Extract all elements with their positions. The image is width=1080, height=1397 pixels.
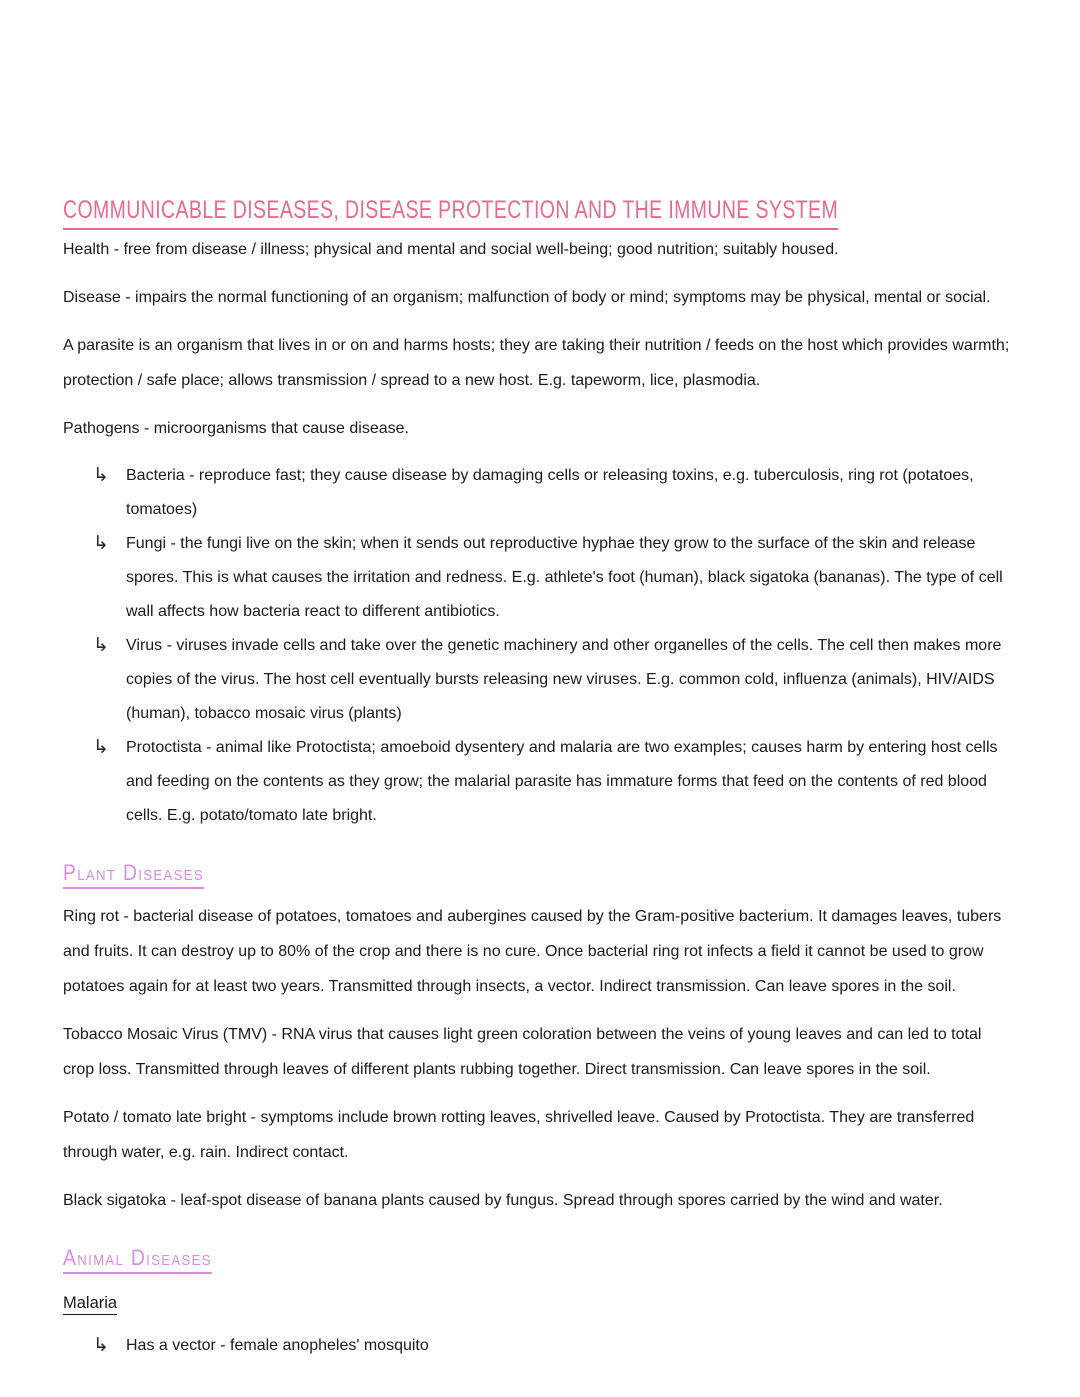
plant-disease-ring-rot: Ring rot - bacterial disease of potatoes, tomatoes and aubergines caused by the Gram-positive bacterium. It damages leaves, tubers and fruits. It can destroy up to 80% of the crop and there is no cure. Once bacterial ring rot infects a field it cannot be used to grow potatoes again for at least two years. Transmitted through insects, a vector. Indirect transmission. Can leave spores in the soil.: [63, 908, 1002, 995]
branch-arrow-icon: ↳: [93, 635, 109, 656]
list-item: [63, 1329, 1015, 1363]
definition-pathogens: Pathogens - microorganisms that cause disease.: [63, 420, 409, 437]
definition-parasite: A parasite is an organism that lives in or on and harms hosts; they are taking their nutrition / feeds on the host which provides warmth; protection / safe place; allows transmission / spread to a new host. E.g. tapeworm, lice, plasmodia.: [63, 337, 1010, 389]
pathogen-bacteria-text: Bacteria - reproduce fast; they cause disease by damaging cells or releasing toxins, e.g. tuberculosis, ring rot (potatoes, tomatoes): [126, 467, 974, 518]
pathogen-virus-text: Virus - viruses invade cells and take over the genetic machinery and other organelles of the cells. The cell then makes more copies of the virus. The host cell eventually bursts releasing new viruses. E.g. common cold, influenza (animals), HIV/AIDS (human), tobacco mosaic virus (plants): [126, 637, 1002, 722]
plant-diseases-heading: Plant Diseases: [63, 860, 204, 889]
plant-disease-black-sigatoka: Black sigatoka - leaf-spot disease of banana plants caused by fungus. Spread through spores carried by the wind and water.: [63, 1192, 943, 1209]
plant-disease-tmv: Tobacco Mosaic Virus (TMV) - RNA virus that causes light green coloration between the veins of young leaves and can led to total crop loss. Transmitted through leaves of different plants rubbing together. Direct transmission. Can leave spores in the soil.: [63, 1026, 982, 1078]
branch-arrow-icon: ↳: [93, 737, 109, 758]
malaria-subheading: Malaria: [63, 1294, 117, 1315]
definition-health: Health - free from disease / illness; physical and mental and social well-being; good nutrition; suitably housed.: [63, 241, 839, 258]
animal-diseases-section: [63, 1231, 1015, 1363]
pathogen-protoctista-text: Protoctista - animal like Protoctista; amoeboid dysentery and malaria are two examples; causes harm by entering host cells and feeding on the contents as they grow; the malarial parasite has immature forms that feed on the contents of red blood cells. E.g. potato/tomato late bright.: [126, 739, 998, 824]
malaria-facts-list: [63, 1329, 1015, 1363]
plant-disease-potato-late-bright: Potato / tomato late bright - symptoms include brown rotting leaves, shrivelled leave. Caused by Protoctista. They are transferred through water, e.g. rain. Indirect contact.: [63, 1109, 975, 1161]
pathogen-fungi-text: Fungi - the fungi live on the skin; when it sends out reproductive hyphae they grow to the surface of the skin and release spores. This is what causes the irritation and redness. E.g. athlete's foot (human), black sigatoka (bananas). The type of cell wall affects how bacteria react to different antibiotics.: [126, 535, 1003, 620]
malaria-vector-text: Has a vector - female anopheles' mosquito: [126, 1337, 429, 1354]
branch-arrow-icon: ↳: [93, 465, 109, 486]
branch-arrow-icon: ↳: [93, 533, 109, 554]
pathogen-types-list: [63, 459, 1015, 833]
list-item: [63, 527, 1015, 629]
list-item: [63, 459, 1015, 527]
notes-content: [63, 196, 1015, 1363]
list-item: [63, 629, 1015, 731]
list-item: [63, 731, 1015, 833]
branch-arrow-icon: ↳: [93, 1335, 109, 1356]
definition-disease: Disease - impairs the normal functioning of an organism; malfunction of body or mind; symptoms may be physical, mental or social.: [63, 289, 991, 306]
plant-diseases-section: [63, 846, 1015, 1218]
document-title: COMMUNICABLE DISEASES, DISEASE PROTECTION AND THE IMMUNE SYSTEM: [63, 196, 838, 230]
animal-diseases-heading: Animal Diseases: [63, 1245, 212, 1274]
